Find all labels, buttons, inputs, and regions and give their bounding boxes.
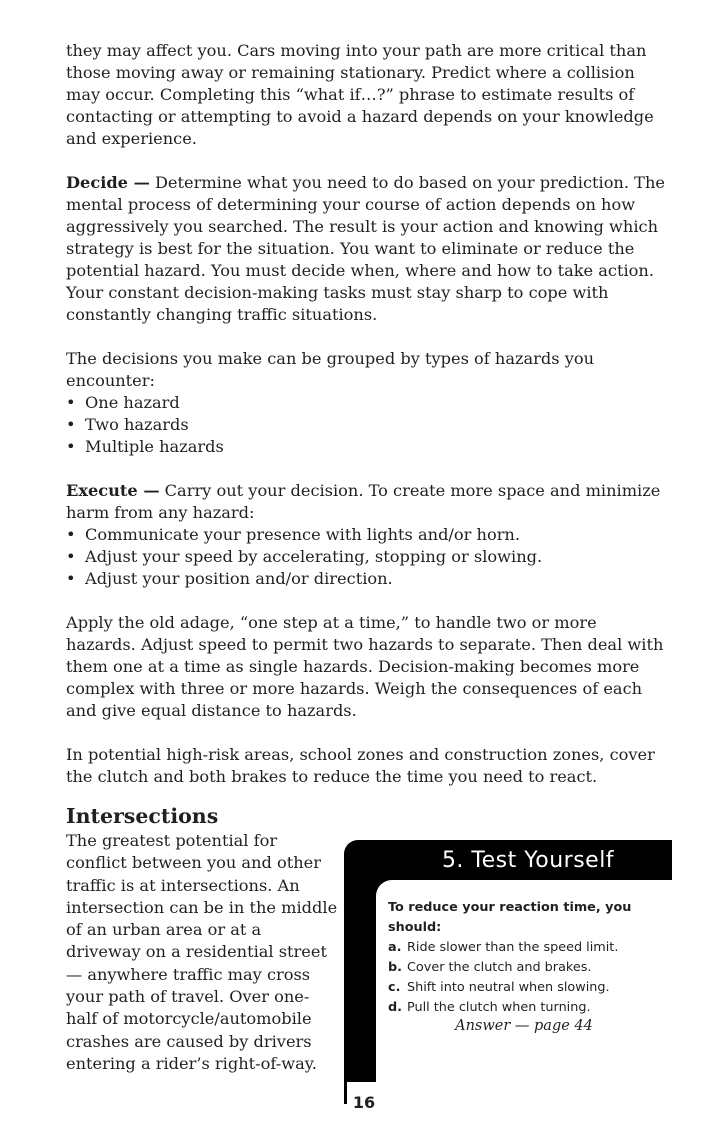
paragraph-execute [66,480,666,524]
execute-lead: Execute — [66,481,160,500]
paragraph-decide [66,172,666,326]
quiz-answer-reference: Answer — page 44 [455,1018,593,1034]
execute-list [66,524,666,590]
decide-text: Determine what you need to do based on your prediction. The mental process of determining your course of action depends on how aggressively you searched. The result is your action and knowing which strategy is best for the situation. You want to eliminate or reduce the potential hazard. You must decide when, where and how to take action. Your constant decision-making tasks must stay sharp to cope with constantly changing traffic situations. [66,173,665,324]
paragraph-predict: they may affect you. Cars moving into your path are more critical than those moving away or remaining stationary. Predict where a collision may occur. Completing this “what if…?” phrase to estimate results of contacting or attempting to avoid a hazard depends on your knowledge and experience. [66,41,654,148]
bullet-glyph: • [66,525,76,544]
quiz-options [388,938,618,1018]
list-item: • Adjust your speed by accelerating, stopping or slowing. [66,547,543,566]
list-item: • Two hazards [66,415,189,434]
list-item: • Multiple hazards [66,437,224,456]
quiz-option-b: b. Cover the clutch and brakes. [388,960,592,975]
list-item: • One hazard [66,393,180,412]
test-yourself-box [344,840,672,1082]
list-item: • Adjust your position and/or direction. [66,569,393,588]
paragraph-high-risk: In potential high-risk areas, school zones and construction zones, cover the clutch and both brakes to reduce the time you need to react. [66,745,655,786]
quiz-option-d: d. Pull the clutch when turning. [388,1000,591,1015]
section-heading-intersections: Intersections [66,804,219,828]
test-yourself-title: 5. Test Yourself [441,848,615,873]
bullet-glyph: • [66,569,76,588]
bullet-glyph: • [66,437,76,456]
bullet-glyph: • [66,547,76,566]
paragraph-adage: Apply the old adage, “one step at a time,” to handle two or more hazards. Adjust speed to permit two hazards to separate. Then deal with them one at a time as single hazards. Decision-making becomes more complex with three or more hazards. Weigh the consequences of each and give equal distance to hazards. [66,613,664,720]
paragraph-intersections: The greatest potential for conflict between you and other traffic is at intersections. An intersection can be in the middle of an urban area or at a driveway on a residential street — anywhere traffic may cross your path of travel. Over one-half of motorcycle/automobile crashes are caused by drivers entering a rider’s right-of-way. [66,831,338,1073]
decide-lead: Decide — [66,173,150,192]
hazard-types-list [66,392,666,458]
execute-text: Carry out your decision. To create more space and minimize harm from any hazard: [66,481,661,522]
quiz-question: To reduce your reaction time, you should: [388,900,632,935]
quiz-option-a: a. Ride slower than the speed limit. [388,940,619,955]
intersections-column [66,830,338,1075]
bullet-glyph: • [66,415,76,434]
bullet-glyph: • [66,393,76,412]
test-yourself-panel [376,880,672,1082]
quiz-option-c: c. Shift into neutral when slowing. [388,980,610,995]
list-item: • Communicate your presence with lights and/or horn. [66,525,520,544]
paragraph-decisions-intro: The decisions you make can be grouped by types of hazards you encounter: [66,349,595,390]
page-number: 16 [352,1093,376,1112]
